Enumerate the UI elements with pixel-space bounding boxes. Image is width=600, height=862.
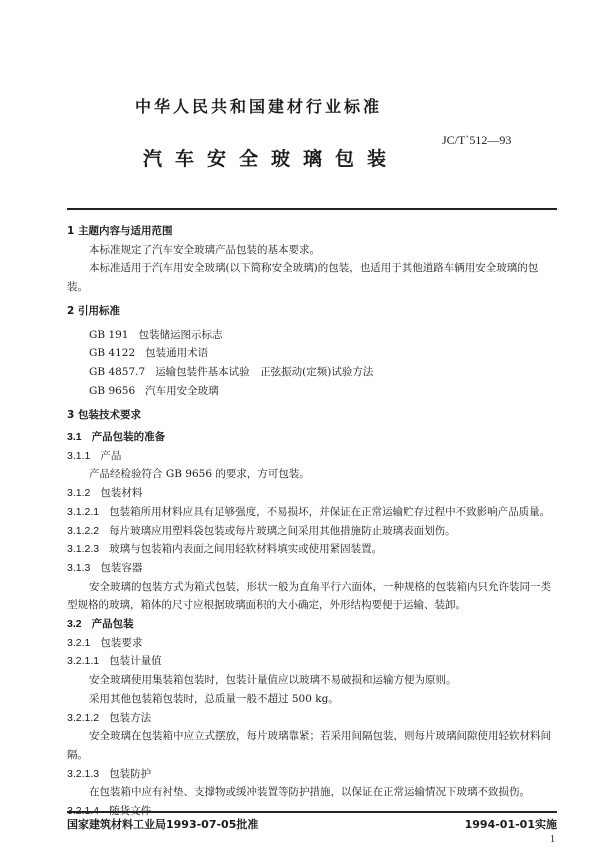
paragraph: 安全玻璃在包装箱中应立式摆放，每片玻璃靠紧；若采用间隔包装，则每片玻璃间隙使用轻软材料间隔。 (67, 730, 551, 761)
clause-title: 包装容器 (100, 561, 143, 574)
clause-text: 玻璃与包装箱内表面之间用轻软材料填实或使用紧固装置。 (109, 543, 383, 556)
page-number: 1 (550, 834, 555, 845)
paragraph: 产品经检验符合 GB 9656 的要求，方可包装。 (89, 468, 310, 481)
ref-name: 运输包装件基本试验 正弦振动(定频)试验方法 (155, 365, 374, 378)
ref-name: 汽车用安全玻璃 (145, 384, 219, 397)
clause-number: 3.2.1.1 (67, 655, 100, 668)
reference-item (67, 326, 559, 345)
clause-title: 包装要求 (100, 636, 143, 649)
clause (67, 447, 559, 466)
clause-number: 3.2.1.2 (67, 711, 100, 724)
header-divider (67, 208, 557, 210)
clause (67, 709, 559, 728)
clause-number: 3.2.1.3 (67, 767, 100, 780)
paragraph: 本标准规定了汽车安全玻璃产品包装的基本要求。 (89, 243, 320, 256)
clause (67, 634, 559, 653)
paragraph: 采用其他包装箱包装时，总质量一般不超过 500 kg。 (89, 692, 339, 705)
ref-name: 包装通用术语 (145, 347, 209, 360)
clause-title: 包装材料 (100, 487, 143, 500)
clause-number: 3.1 (67, 431, 82, 444)
clause-number: 3.1.2.2 (67, 524, 100, 537)
clause-number: 3.1.2.3 (67, 543, 100, 556)
reference-item (67, 382, 559, 401)
clause-title: 产品包装 (91, 618, 134, 631)
clause-number: 3.2 (67, 618, 82, 631)
clause (67, 559, 559, 578)
clause-number: 3.2.1 (67, 636, 91, 649)
section-heading: 2 引用标准 (67, 304, 120, 317)
clause-number: 3.1.3 (67, 561, 91, 574)
paragraph: 本标准适用于汽车用安全玻璃(以下简称安全玻璃)的包装，也适用于其他道路车辆用安全玻璃的包装。 (67, 262, 539, 294)
ref-name: 包装储运图示标志 (138, 328, 223, 341)
document-body (67, 218, 559, 821)
ref-code: GB 191 (89, 328, 129, 341)
clause-number: 3.1.1 (67, 449, 91, 462)
effective-date: 1994-01-01实施 (464, 818, 557, 831)
paragraph: 安全玻璃的包装方式为箱式包装，形状一般为直角平行六面体，一种规格的包装箱内只允许装同一类型规格的玻璃，箱体的尺寸应根据玻璃面积的大小确定，外形结构要便于运输、装卸。 (67, 580, 551, 612)
clause-title: 包装防护 (109, 767, 152, 780)
clause (67, 540, 559, 559)
clause-text: 每片玻璃应用塑料袋包装或每片玻璃之间采用其他措施防止玻璃表面划伤。 (109, 524, 456, 537)
paragraph: 在包装箱中应有衬垫、支撑物或缓冲装置等防护措施，以保证在正常运输情况下玻璃不致损伤。 (89, 786, 530, 799)
clause (67, 503, 559, 522)
subsection-heading (67, 615, 559, 634)
ref-code: GB 4857.7 (89, 365, 146, 378)
reference-item (67, 344, 559, 363)
ref-code: GB 9656 (89, 384, 136, 397)
reference-item (67, 363, 559, 382)
clause-title: 包装方法 (109, 711, 152, 724)
clause-title: 产品包装的准备 (91, 431, 166, 444)
standard-code: JC/T`512—93 (442, 133, 512, 147)
clause-title: 包装计量值 (109, 655, 162, 668)
clause-title: 产品 (100, 449, 122, 462)
clause (67, 652, 559, 671)
issuing-authority: 中华人民共和国建材行业标准 (135, 97, 383, 116)
clause-number: 3.1.2.1 (67, 505, 100, 518)
clause (67, 484, 559, 503)
paragraph: 安全玻璃使用集装箱包装时，包装计量值应以玻璃不易破损和运输方便为原则。 (89, 674, 457, 687)
subsection-heading (67, 428, 559, 447)
section-heading: 3 包装技术要求 (67, 409, 141, 422)
clause-text: 包装箱所用材料应具有足够强度，不易损坏，并保证在正常运输贮存过程中不致影响产品质量。 (109, 505, 551, 518)
clause (67, 765, 559, 784)
clause-number: 3.1.2 (67, 487, 91, 500)
section-heading: 1 主题内容与适用范围 (67, 225, 173, 237)
ref-code: GB 4122 (89, 347, 136, 360)
footer-divider (67, 811, 557, 813)
document-title: 汽车安全玻璃包装 (143, 148, 400, 170)
clause (67, 522, 559, 541)
approval-date: 国家建筑材料工业局1993-07-05批准 (67, 818, 259, 831)
